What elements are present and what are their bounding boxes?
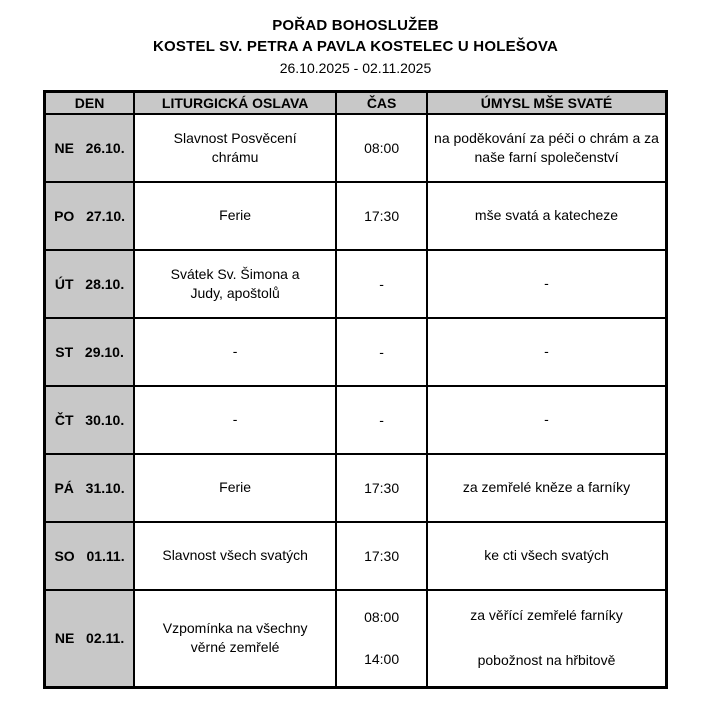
- intention-cell: [427, 454, 667, 522]
- celebration-text: Slavnost všech svatých: [162, 547, 308, 564]
- intention-text: mše svatá a katecheze: [474, 207, 619, 224]
- intention-text: na poděkování za péči o chrám a za naše farní společenství: [434, 129, 659, 165]
- celebration-text: Slavnost Posvěcení chrámu: [173, 129, 297, 165]
- day-cell: PÁ 31.10.: [45, 454, 135, 522]
- day-cell: ČT 30.10.: [45, 386, 135, 454]
- col-header-oslava: LITURGICKÁ OSLAVA: [134, 92, 336, 114]
- time-cell: 17:30: [336, 454, 427, 522]
- col-header-cas: ČAS: [336, 92, 427, 114]
- day-cell: ÚT 28.10.: [45, 250, 135, 318]
- time-cell: 08:00: [336, 114, 427, 182]
- table-row: [45, 182, 667, 250]
- intention-cell: [427, 114, 667, 182]
- intention-cell: [427, 386, 667, 454]
- time-entry: 08:00: [364, 609, 400, 626]
- intention-text: -: [544, 275, 549, 292]
- intention-text: -: [544, 411, 549, 428]
- table-row: [45, 522, 667, 590]
- col-header-umysl: ÚMYSL MŠE SVATÉ: [427, 92, 667, 114]
- day-cell: SO 01.11.: [45, 522, 135, 590]
- intention-cell: [427, 522, 667, 590]
- day-cell: ST 29.10.: [45, 318, 135, 386]
- day-cell: NE 02.11.: [45, 590, 135, 688]
- page-subtitle: KOSTEL SV. PETRA A PAVLA KOSTELEC U HOLEŠOVA: [153, 38, 558, 55]
- time-cell: 17:30: [336, 182, 427, 250]
- celebration-cell: [134, 318, 336, 386]
- time-cell: 17:30: [336, 522, 427, 590]
- page-title: POŘAD BOHOSLUŽEB: [272, 17, 439, 34]
- celebration-text: Vzpomínka na všechny věrné zemřelé: [162, 620, 308, 656]
- document-header: [0, 0, 711, 76]
- intention-cell: [427, 250, 667, 318]
- table-header-row: [45, 92, 667, 114]
- intention-entry: pobožnost na hřbitově: [477, 652, 616, 669]
- celebration-cell: [134, 250, 336, 318]
- table-row: [45, 590, 667, 688]
- col-header-den: DEN: [45, 92, 135, 114]
- table-row: [45, 318, 667, 386]
- table-row: [45, 454, 667, 522]
- time-cell: -: [336, 318, 427, 386]
- intention-text: -: [544, 343, 549, 360]
- date-range: 26.10.2025 - 02.11.2025: [279, 60, 432, 76]
- time-entry: 14:00: [364, 651, 400, 668]
- time-cell: -: [336, 386, 427, 454]
- time-cell: [336, 590, 427, 688]
- intention-entry: za věřící zemřelé farníky: [470, 607, 623, 624]
- celebration-text: -: [232, 343, 238, 360]
- schedule-table: [43, 90, 668, 689]
- intention-text: ke cti všech svatých: [484, 547, 609, 564]
- table-row: [45, 250, 667, 318]
- celebration-text: Svátek Sv. Šimona a Judy, apoštolů: [170, 265, 300, 301]
- celebration-cell: [134, 182, 336, 250]
- celebration-text: Ferie: [219, 479, 252, 496]
- celebration-cell: [134, 114, 336, 182]
- day-cell: NE 26.10.: [45, 114, 135, 182]
- celebration-cell: [134, 590, 336, 688]
- celebration-text: Ferie: [219, 207, 252, 224]
- celebration-cell: [134, 454, 336, 522]
- intention-text: za zemřelé kněze a farníky: [462, 479, 631, 496]
- celebration-cell: [134, 522, 336, 590]
- intention-list: [434, 606, 659, 670]
- celebration-text: -: [232, 411, 238, 428]
- day-cell: PO 27.10.: [45, 182, 135, 250]
- intention-cell: [427, 318, 667, 386]
- intention-cell: [427, 590, 667, 688]
- time-list: [343, 609, 420, 667]
- table-row: [45, 386, 667, 454]
- table-row: [45, 114, 667, 182]
- time-cell: -: [336, 250, 427, 318]
- celebration-cell: [134, 386, 336, 454]
- intention-cell: [427, 182, 667, 250]
